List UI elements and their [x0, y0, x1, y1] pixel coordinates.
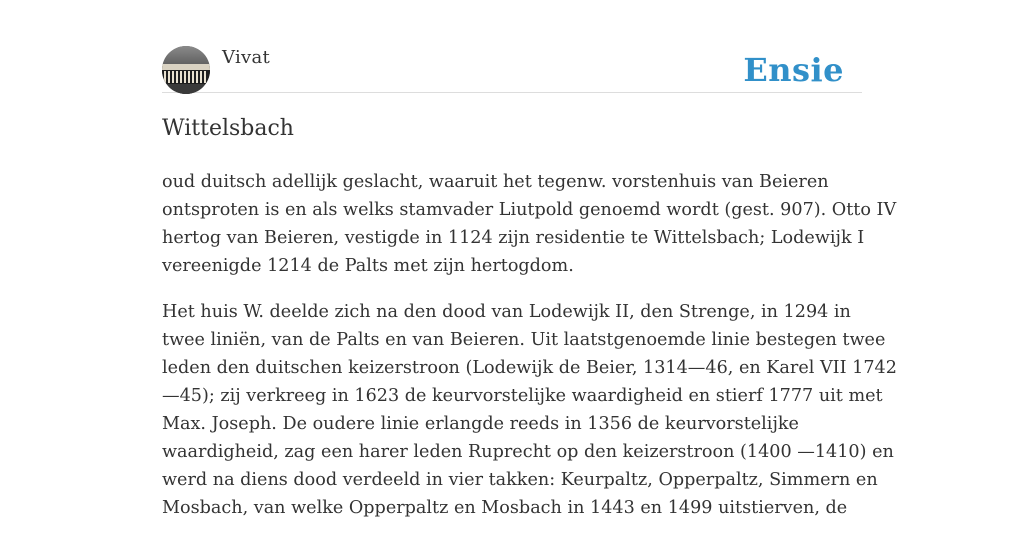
article-header	[162, 46, 862, 93]
text-line: —45); zij verkreeg in 1623 de keurvorstelijke waardigheid en stierf 1777 uit met	[162, 386, 883, 406]
ensie-logo[interactable]: Ensie	[743, 51, 844, 89]
paragraph-2	[162, 298, 897, 522]
text-line: leden den duitschen keizerstroon (Lodewijk de Beier, 1314—46, en Karel VII 1742	[162, 358, 897, 378]
author-name[interactable]: Vivat	[222, 47, 271, 68]
text-line: waardigheid, zag een harer leden Ruprecht op den keizerstroon (1400 —1410) en	[162, 442, 894, 462]
text-line: Mosbach, van welke Opperpaltz en Mosbach in 1443 en 1499 uitstierven, de	[162, 498, 848, 518]
text-line: Het huis W. deelde zich na den dood van Lodewijk II, den Strenge, in 1294 in	[162, 302, 851, 322]
text-line: oud duitsch adellijk geslacht, waaruit het tegenw. vorstenhuis van Beieren	[162, 172, 829, 192]
text-line: Max. Joseph. De oudere linie erlangde reeds in 1356 de keurvorstelijke	[162, 414, 799, 434]
text-line: werd na diens dood verdeeld in vier takken: Keurpaltz, Opperpaltz, Simmern en	[162, 470, 878, 490]
text-line: hertog van Beieren, vestigde in 1124 zijn residentie te Wittelsbach; Lodewijk I	[162, 228, 865, 248]
text-line: ontsproten is en als welks stamvader Liutpold genoemd wordt (gest. 907). Otto IV	[162, 200, 897, 220]
typewriter-keys-icon	[162, 46, 210, 94]
article-page	[162, 0, 897, 518]
article-title: Wittelsbach	[162, 116, 294, 141]
text-line: vereenigde 1214 de Palts met zijn hertogdom.	[162, 256, 574, 276]
paragraph-1	[162, 168, 897, 280]
author-avatar[interactable]	[162, 46, 210, 94]
article-body	[162, 168, 897, 540]
text-line: twee liniën, van de Palts en van Beieren. Uit laatstgenoemde linie bestegen twee	[162, 330, 886, 350]
